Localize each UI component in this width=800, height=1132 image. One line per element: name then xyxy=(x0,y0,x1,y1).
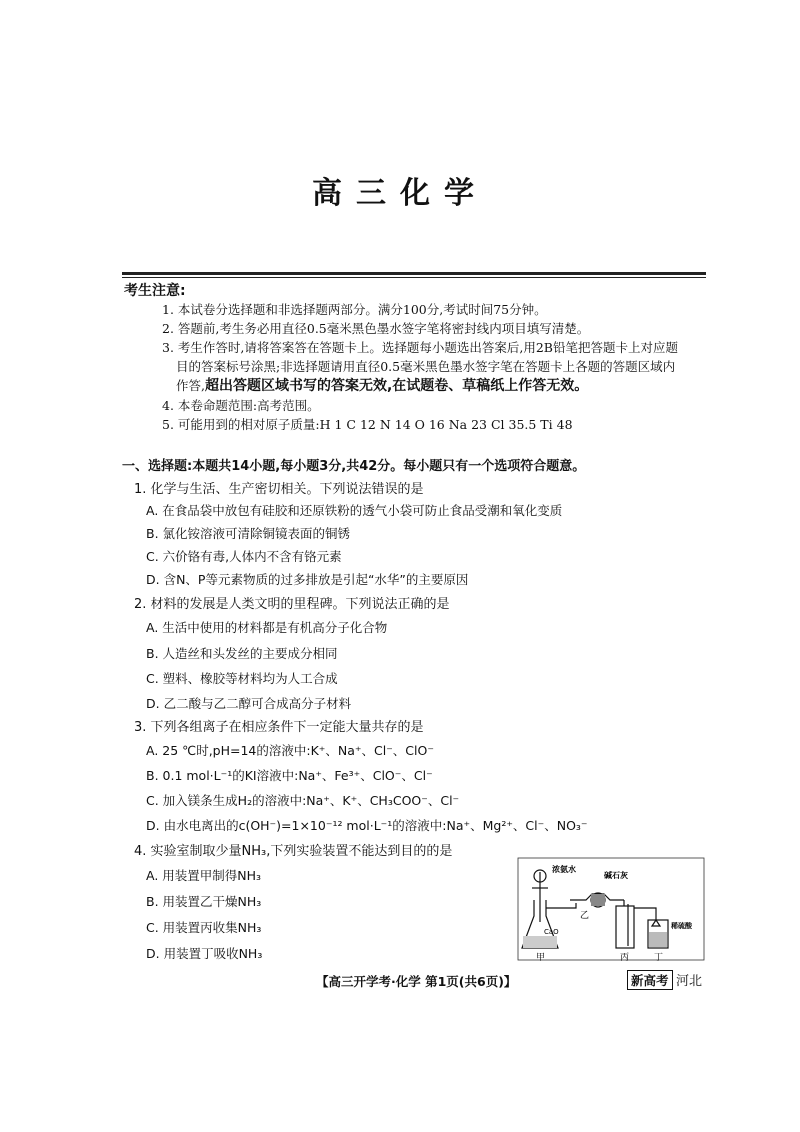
question-3-option-a: A. 25 ℃时,pH=14的溶液中:K⁺、Na⁺、Cl⁻、ClO⁻ xyxy=(146,743,434,758)
acid-fill xyxy=(649,932,667,947)
question-2-option-b: B. 人造丝和头发丝的主要成分相同 xyxy=(146,646,338,661)
question-1-option-b: B. 氯化铵溶液可清除铜镜表面的铜锈 xyxy=(146,526,351,541)
question-4-option-d: D. 用装置丁吸收NH₃ xyxy=(146,946,263,961)
question-3-stem: 3. 下列各组离子在相应条件下一定能大量共存的是 xyxy=(134,720,424,735)
question-4-option-a: A. 用装置甲制得NH₃ xyxy=(146,868,262,883)
label-soda-lime: 碱石灰 xyxy=(604,871,628,880)
notice-item-1: 1. 本试卷分选择题和非选择题两部分。满分100分,考试时间75分钟。 xyxy=(162,302,547,317)
notice-item-2: 2. 答题前,考生务必用直径0.5毫米黑色墨水签字笔将密封线内项目填写清楚。 xyxy=(162,321,590,336)
apparatus-diagram xyxy=(516,856,706,966)
tube-jia-yi xyxy=(546,903,576,908)
label-ammonia: 浓氨水 xyxy=(552,865,576,874)
question-3-option-d: D. 由水电离出的c(OH⁻)=1×10⁻¹² mol·L⁻¹的溶液中:Na⁺、Mg²⁺、Cl⁻、NO₃⁻ xyxy=(146,818,588,833)
question-4-stem: 4. 实验室制取少量NH₃,下列实验装置不能达到目的的是 xyxy=(134,844,453,859)
question-3-option-b: B. 0.1 mol·L⁻¹的KI溶液中:Na⁺、Fe³⁺、ClO⁻、Cl⁻ xyxy=(146,768,433,783)
question-4-option-c: C. 用装置丙收集NH₃ xyxy=(146,920,262,935)
question-2-option-d: D. 乙二酸与乙二醇可合成高分子材料 xyxy=(146,696,352,711)
question-1-option-a: A. 在食品袋中放包有硅胶和还原铁粉的透气小袋可防止食品受潮和氧化变质 xyxy=(146,503,563,518)
question-2-option-a: A. 生活中使用的材料都是有机高分子化合物 xyxy=(146,620,388,635)
region-label: 河北 xyxy=(676,974,703,989)
notice-list xyxy=(162,300,707,434)
divider-thin xyxy=(122,277,706,278)
label-cao: CaO xyxy=(544,928,559,936)
inverted-funnel xyxy=(652,920,660,926)
label-dilute-acid: 稀硫酸 xyxy=(671,922,692,930)
notice-warning: 超出答题区域书写的答案无效,在试题卷、草稿纸上作答无效。 xyxy=(204,378,589,394)
question-3-option-c: C. 加入镁条生成H₂的溶液中:Na⁺、K⁺、CH₃COO⁻、Cl⁻ xyxy=(146,793,460,808)
question-1-option-c: C. 六价铬有毒,人体内不含有铬元素 xyxy=(146,549,342,564)
question-2-option-c: C. 塑料、橡胶等材料均为人工合成 xyxy=(146,671,338,686)
cao-fill xyxy=(523,936,557,948)
bottle-bing xyxy=(616,906,634,948)
notice-item-3-end xyxy=(162,376,707,396)
label-ding: 丁 xyxy=(654,953,664,963)
question-4-option-b: B. 用装置乙干燥NH₃ xyxy=(146,894,262,909)
page-title: 高三化学 xyxy=(312,176,488,211)
notice-item-3-tail: 作答, xyxy=(176,378,205,393)
question-1-stem: 1. 化学与生活、生产密切相关。下列说法错误的是 xyxy=(134,482,424,497)
question-2-stem: 2. 材料的发展是人类文明的里程碑。下列说法正确的是 xyxy=(134,597,450,612)
divider-thick xyxy=(122,272,706,275)
soda-lime-fill xyxy=(591,894,605,906)
section-heading: 一、选择题:本题共14小题,每小题3分,共42分。每小题只有一个选项符合题意。 xyxy=(122,459,586,474)
page-footer: 【高三开学考·化学 第1页(共6页)】 xyxy=(316,974,517,989)
label-bing: 丙 xyxy=(620,953,630,963)
notice-heading: 考生注意: xyxy=(124,283,186,299)
question-1-option-d: D. 含N、P等元素物质的过多排放是引起“水华”的主要原因 xyxy=(146,572,469,587)
exam-badge: 新高考 xyxy=(627,970,673,990)
notice-item-4: 4. 本卷命题范围:高考范围。 xyxy=(162,398,320,413)
notice-item-5: 5. 可能用到的相对原子质量:H 1 C 12 N 14 O 16 Na 23 Cl 35.5 Ti 48 xyxy=(162,417,573,432)
label-yi: 乙 xyxy=(580,911,590,921)
notice-item-3-cont: 目的答案标号涂黑;非选择题请用直径0.5毫米黑色墨水签字笔在答题卡上各题的答题区域内 xyxy=(176,359,676,374)
label-jia: 甲 xyxy=(536,953,546,963)
notice-item-3: 3. 考生作答时,请将答案答在答题卡上。选择题每小题选出答案后,用2B铅笔把答题卡上对应题 xyxy=(162,340,678,355)
tube-bing-ding xyxy=(634,908,656,920)
